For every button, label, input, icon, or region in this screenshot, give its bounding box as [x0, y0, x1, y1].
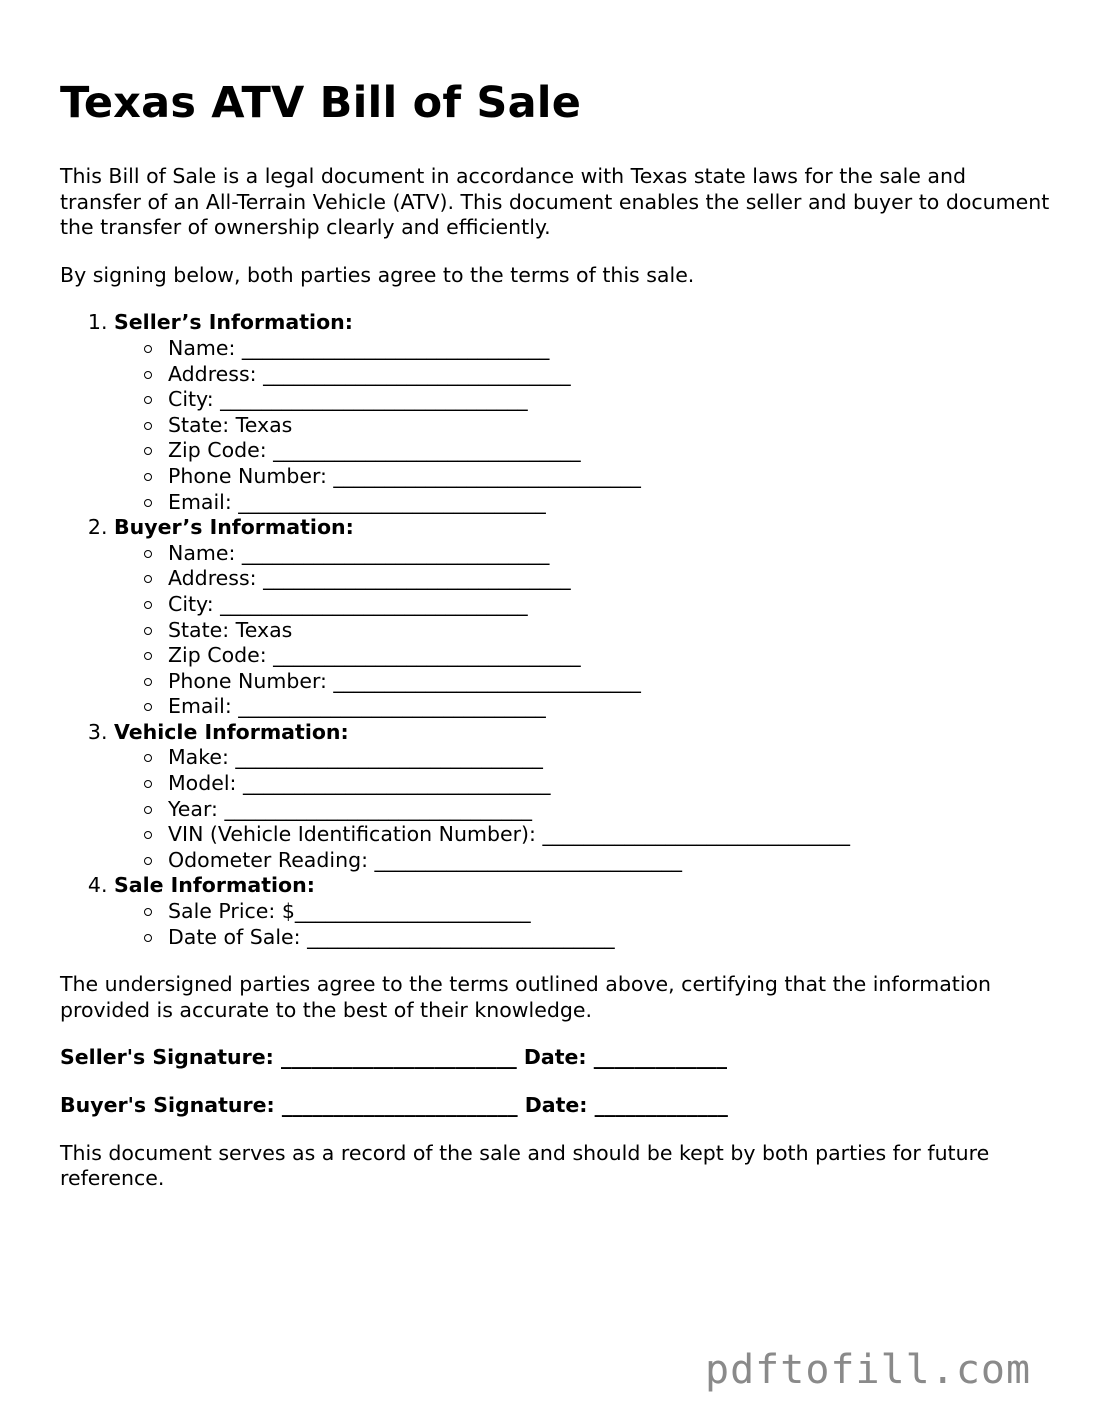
section-sale-information [114, 873, 1050, 950]
buyer-city-field: City: ______________________________ [168, 592, 1050, 618]
seller-email-field: Email: ______________________________ [168, 490, 1050, 516]
watermark: pdftofill.com [705, 1347, 1032, 1393]
section-title: Buyer’s Information: [114, 515, 354, 540]
vehicle-year-field: Year: ______________________________ [168, 797, 1050, 823]
vehicle-odometer-field: Odometer Reading: ______________________________ [168, 848, 1050, 874]
buyer-signature-line: Buyer's Signature: _______________________ Date: _____________ [60, 1093, 728, 1117]
sale-date-field: Date of Sale: ______________________________ [168, 925, 1050, 951]
vehicle-fields [114, 745, 1050, 873]
sale-fields [114, 899, 1050, 950]
intro-paragraph: This Bill of Sale is a legal document in accordance with Texas state laws for the sale and transfer of an All-Terrain Vehicle (ATV). This document enables the seller and buyer to document the transfer of ownership clearly and efficiently. [60, 164, 1050, 240]
seller-fields [114, 336, 1050, 515]
seller-signature-line: Seller's Signature: _______________________ Date: _____________ [60, 1045, 728, 1070]
seller-zip-field: Zip Code: ______________________________ [168, 438, 1050, 464]
vehicle-model-field: Model: ______________________________ [168, 771, 1050, 797]
certification-paragraph: The undersigned parties agree to the terms outlined above, certifying that the information provided is accurate to the best of their knowledge. [60, 972, 992, 1022]
section-buyer-information [114, 515, 1050, 720]
buyer-email-field: Email: ______________________________ [168, 694, 1050, 720]
section-seller-information [114, 310, 1050, 515]
seller-name-field: Name: ______________________________ [168, 336, 1050, 362]
sections-list [60, 310, 1050, 950]
section-title: Seller’s Information: [114, 310, 353, 335]
buyer-address-field: Address: ______________________________ [168, 566, 1050, 592]
buyer-fields [114, 541, 1050, 720]
vehicle-vin-field: VIN (Vehicle Identification Number): ______________________________ [168, 822, 1050, 848]
buyer-phone-field: Phone Number: ______________________________ [168, 669, 1050, 695]
section-title: Vehicle Information: [114, 719, 349, 744]
buyer-zip-field: Zip Code: ______________________________ [168, 643, 1050, 669]
document-title: Texas ATV Bill of Sale [60, 78, 582, 128]
seller-phone-field: Phone Number: ______________________________ [168, 464, 1050, 490]
sale-price-field: Sale Price: $_______________________ [168, 899, 1050, 925]
section-vehicle-information [114, 720, 1050, 874]
buyer-state-field: State: Texas [168, 618, 1050, 644]
buyer-name-field: Name: ______________________________ [168, 541, 1050, 567]
section-title: Sale Information: [114, 873, 315, 898]
agreement-statement: By signing below, both parties agree to the terms of this sale. [60, 262, 695, 287]
closing-paragraph: This document serves as a record of the sale and should be kept by both parties for future reference. [60, 1140, 990, 1191]
seller-city-field: City: ______________________________ [168, 387, 1050, 413]
seller-address-field: Address: ______________________________ [168, 362, 1050, 388]
seller-state-field: State: Texas [168, 413, 1050, 439]
vehicle-make-field: Make: ______________________________ [168, 745, 1050, 771]
document-page [60, 72, 1050, 1192]
